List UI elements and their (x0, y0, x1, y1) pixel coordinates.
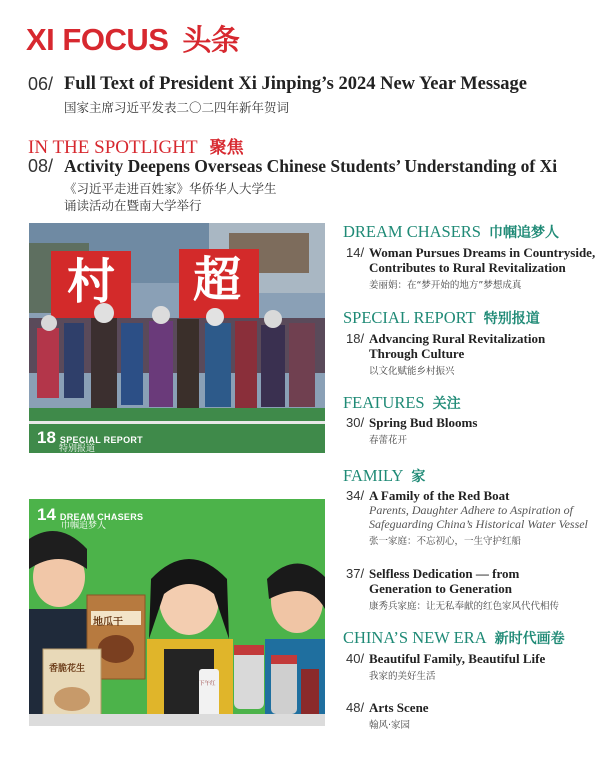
new-era2-page-number: 48/ (346, 700, 365, 715)
special-title[interactable] (369, 331, 545, 361)
dream-chasers-label-cn: 巾帼追梦人 (489, 225, 559, 241)
new-era2-title-cn: 翰风·家园 (369, 720, 411, 731)
features-title[interactable]: Spring Bud Blooms (369, 415, 478, 430)
product-bag2-label: 香脆花生 (49, 664, 86, 674)
dream-page-number: 14/ (346, 245, 365, 260)
family2-title-line2: Generation to Generation (369, 581, 512, 596)
new-era1-title[interactable]: Beautiful Family, Beautiful Life (369, 651, 546, 666)
family1-title[interactable]: A Family of the Red Boat (369, 488, 510, 503)
features-heading (343, 393, 461, 413)
family2-page-number: 37/ (346, 566, 365, 581)
top-item-page-number: 06/ (28, 74, 54, 94)
special-report-photo[interactable] (29, 223, 325, 453)
new-era1-page-number: 40/ (346, 651, 365, 666)
new-era1-title-cn: 我家的美好生活 (369, 671, 436, 682)
family1-subtitle-line2: Safeguarding China’s Historical Water Vessel (369, 517, 588, 531)
new-era2-title[interactable]: Arts Scene (369, 700, 429, 715)
features-title-cn: 春蕾花开 (369, 435, 408, 446)
special-page-number: 18/ (346, 331, 365, 346)
page-title-cn: 头条 (182, 25, 240, 57)
family1-subtitle (369, 503, 588, 531)
family2-title[interactable] (369, 566, 519, 596)
banner-sign-char1: 村 (67, 254, 116, 310)
dream-chasers-label-en: DREAM CHASERS (343, 222, 481, 241)
spotlight-title-cn-line1: 《习近平走进百姓家》华侨华人大学生 (64, 181, 277, 196)
special-report-label-en: SPECIAL REPORT (343, 308, 476, 327)
family1-title-cn: 张一家庭：不忘初心，一生守护红船 (369, 536, 522, 547)
new-era-heading (343, 628, 565, 648)
top-item-title[interactable]: Full Text of President Xi Jinping’s 2024 New Year Message (64, 74, 528, 94)
new-era-label-en: CHINA’S NEW ERA (343, 628, 487, 647)
family-label-en: FAMILY (343, 466, 404, 485)
spotlight-title[interactable]: Activity Deepens Overseas Chinese Students’ Understanding of Xi (64, 156, 558, 176)
dream-title[interactable] (369, 245, 595, 275)
product-bag1-label: 地瓜干 (93, 617, 123, 628)
features-label-cn: 关注 (432, 396, 461, 412)
dream-chasers-photo[interactable] (29, 499, 325, 726)
spotlight-page-number: 08/ (28, 156, 54, 176)
photo1-section-en: SPECIAL REPORT (59, 435, 143, 445)
top-item-title-cn: 国家主席习近平发表二〇二四年新年贺词 (64, 100, 290, 115)
new-era-label-cn: 新时代画卷 (494, 631, 565, 647)
livestream-scene-image (29, 499, 325, 726)
family1-page-number: 34/ (346, 488, 365, 503)
special-report-label-cn: 特别报道 (483, 311, 540, 327)
dream-title-cn: 姜丽娟：在“梦开始的地方”梦想成真 (369, 280, 522, 291)
features-page-number: 30/ (346, 415, 365, 430)
page-title (26, 18, 239, 59)
photo1-page-number: 18 (37, 428, 56, 447)
spotlight-title-cn-line2: 诵读活动在暨南大学举行 (64, 198, 202, 213)
photo2-page-number: 14 (37, 505, 56, 524)
family-label-cn: 家 (411, 469, 426, 485)
dream-title-line2: Contributes to Rural Revitalization (369, 260, 566, 275)
family2-title-line1: Selfless Dedication — from (369, 566, 520, 581)
dream-chasers-heading (343, 222, 559, 242)
spotlight-label-en: IN THE SPOTLIGHT (28, 137, 198, 158)
family-heading (343, 466, 425, 486)
photo1-section-cn: 特别报道 (59, 444, 96, 453)
special-title-cn: 以文化赋能乡村振兴 (369, 366, 455, 377)
family2-title-cn: 康秀兵家庭：让无私奉献的红色家风代代相传 (369, 601, 560, 612)
special-title-line1: Advancing Rural Revitalization (369, 331, 546, 346)
special-title-line2: Through Culture (369, 346, 465, 361)
dream-title-line1: Woman Pursues Dreams in Countryside, (369, 245, 596, 260)
page-title-en: XI FOCUS (26, 22, 169, 57)
bottle-label: 下午红 (199, 681, 216, 687)
features-label-en: FEATURES (343, 393, 425, 412)
special-report-heading (343, 308, 540, 328)
banner-sign-char2: 超 (193, 252, 242, 308)
photo2-section-cn: 巾帼追梦人 (61, 521, 107, 531)
family1-subtitle-line1: Parents, Daughter Adhere to Aspiration of (369, 503, 573, 517)
spotlight-label-cn: 聚焦 (209, 138, 244, 158)
photo2-section-en: DREAM CHASERS (59, 512, 144, 522)
